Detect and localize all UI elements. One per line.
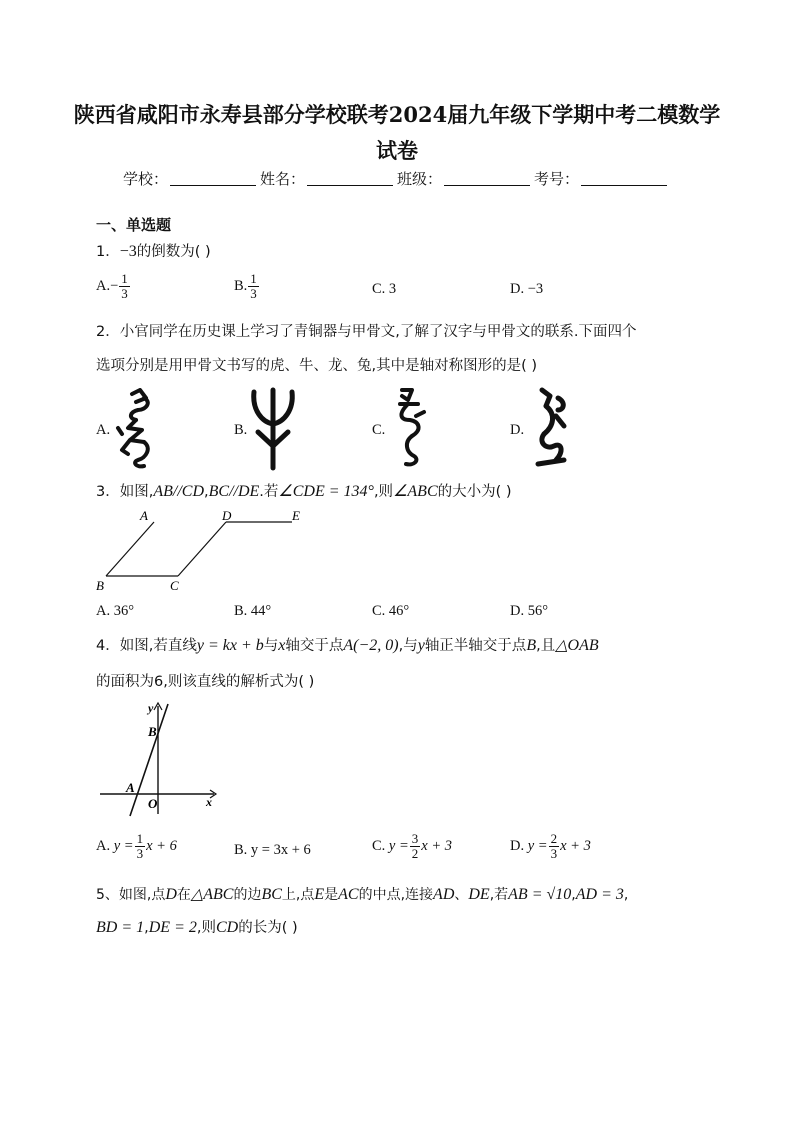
q5-text-m: 、 [454,887,469,903]
q1-option-b[interactable] [234,272,260,301]
q5-math-bc: BC [261,886,282,903]
q3-label-c: C [170,578,179,593]
q4-math-b: B [526,637,537,654]
question-5-line2 [96,916,298,937]
q3-text-i: 的大小为( ) [437,484,512,500]
q3-label-e: E [292,508,300,523]
q4-math-triangle: △OAB [555,637,599,654]
question-3-stem [96,480,512,501]
q5-text-q: , [571,887,576,903]
exam-title-line1: 陕西省咸阳市永寿县部分学校联考2024届九年级下学期中考二模数学 [73,102,721,127]
q5-math-d: D [165,886,177,903]
q4-option-c-pre: y = [388,837,409,854]
q3-label-a: A [140,508,148,523]
q4-text-i: 轴正半轴交于点 [424,638,527,654]
class-blank[interactable] [444,171,530,186]
q1-option-d[interactable]: D. −3 [510,281,544,297]
q3-segment-cd [178,522,226,576]
q4-text-c: 与 [263,638,279,654]
q4-option-d-fraction [549,832,560,861]
q1-option-a-fraction [119,272,130,301]
q5-text-s: , [623,887,629,903]
q3-text-g: ,则 [373,484,394,500]
q5-math-de-value: DE = 2 [148,919,197,936]
exam-title-line2: 试卷 [376,138,418,163]
q5-text-a: 5、如图,点 [96,887,166,903]
q1-b-denominator: 3 [250,286,257,301]
q5-text-o: ,若 [489,887,509,903]
q4-option-b[interactable]: B. y = 3x + 6 [234,842,311,858]
q4-label-b: B [148,724,157,739]
q4-option-a-label: A. [96,837,111,854]
q3-math-angle-cde: ∠CDE = 134° [278,483,374,500]
q3-option-d[interactable]: D. 56° [510,603,549,619]
q1-value-text: −3 [119,243,137,260]
q1-option-a-label: A. [96,277,111,294]
q1-option-b-fraction [248,272,259,301]
q4-option-c[interactable] [372,832,452,861]
q4-option-d-post: x + 3 [560,837,591,854]
q4-option-c-label: C. [372,837,386,854]
q3-text-c: , [204,484,209,500]
q1-option-a-sign: − [110,277,119,294]
q3-option-b[interactable]: B. 44° [234,603,272,619]
q4-text-k: ,且 [536,638,556,654]
q3-math-angle-abc: ∠ABC [393,483,438,500]
q4-option-a-pre: y = [113,837,134,854]
q5-text-g: 上,点 [281,887,315,903]
q1-option-a[interactable] [96,272,131,301]
q2-option-a-label[interactable]: A. [96,422,111,438]
q5-math-bd: BD = 1 [96,919,145,936]
q1-a-numerator: 1 [121,271,128,286]
question-1-stem [96,240,211,261]
question-4-line1 [96,634,599,655]
q1-option-c[interactable]: C. 3 [372,281,397,297]
q1-b-numerator: 1 [250,271,257,286]
q4-a-denominator: 3 [136,846,144,861]
q4-label-y: y [148,701,154,715]
q4-label-o: O [148,796,158,811]
q3-text-e: .若 [259,484,279,500]
q4-option-c-post: x + 3 [421,837,453,854]
q5-text-c: 在 [176,887,191,903]
q2-option-d-label[interactable]: D. [510,422,525,438]
q5-math-ac: AC [338,886,359,903]
oracle-tiger-glyph [114,388,160,470]
q4-c-denominator: 2 [411,846,419,861]
q3-math-ab-cd: AB//CD [153,483,205,500]
oracle-dragon-glyph [392,386,430,470]
q5-math-triangle: △ABC [190,886,234,903]
q4-a-numerator: 1 [136,831,144,846]
q4-option-d-label: D. [510,837,525,854]
section-heading: 一、单选题 [96,216,172,234]
q4-d-denominator: 3 [550,846,558,861]
q5-text-comma: , [144,920,149,936]
q4-label-a: A [126,780,135,795]
number-blank[interactable] [581,171,667,186]
q3-text-a: 3．如图, [96,484,154,500]
q2-option-c-label[interactable]: C. [372,422,386,438]
q3-option-c[interactable]: C. 46° [372,603,410,619]
q4-text-e: 轴交于点 [285,638,344,654]
q5-math-cd: CD [215,919,239,936]
name-label: 姓名： [259,170,305,188]
q4-option-a-fraction [135,832,146,861]
q4-math-y: y [417,637,425,654]
student-info-line [0,168,794,189]
q5-text-e: 的边 [233,887,262,903]
q4-label-x: x [206,795,212,809]
q2-option-b-label[interactable]: B. [234,422,248,438]
q1-value [120,244,137,260]
q4-d-numerator: 2 [550,831,558,846]
q5-text-then: ,则 [196,920,216,936]
q4-option-a-post: x + 6 [146,837,177,854]
q5-math-ad: AD [433,886,455,903]
q4-math-x: x [278,637,286,654]
q1-text: 的倒数为( ) [136,244,211,260]
q5-text-i: 是 [324,887,339,903]
question-2-line2: 选项分别是用甲骨文书写的虎、牛、龙、兔,其中是轴对称图形的是( ) [96,358,538,374]
question-4-line2: 的面积为6,则该直线的解析式为( ) [96,674,315,690]
q5-math-ab: AB = √10 [508,886,572,903]
q3-label-d: D [222,508,232,523]
q4-math-point-a: A(−2, 0) [343,637,399,654]
school-blank[interactable] [170,171,256,186]
question-2-line1: 2．小官同学在历史课上学习了青铜器与甲骨文,了解了汉字与甲骨文的联系.下面四个 [96,324,637,340]
q5-math-e: E [314,886,325,903]
q1-option-b-label: B. [234,277,248,294]
q3-parallel-lines-figure [94,506,314,596]
number-label: 考号： [534,170,580,188]
oracle-ox-glyph [248,386,298,472]
class-label: 班级： [397,170,443,188]
school-label: 学校： [122,170,168,188]
q5-math-ad-value: AD = 3 [575,886,624,903]
q4-text-g: ,与 [398,638,418,654]
name-blank[interactable] [307,171,393,186]
q4-math-line: y = kx + b [196,637,264,654]
q3-segment-ab [106,522,154,576]
q3-option-a[interactable]: A. 36° [96,603,135,619]
q3-label-b: B [96,578,104,593]
q5-math-de: DE [468,886,490,903]
q4-coordinate-figure [96,698,224,820]
question-5-line1 [96,884,628,904]
q4-c-numerator: 3 [411,831,419,846]
q4-option-c-fraction [410,832,421,861]
q4-text-a: 4．如图,若直线 [96,638,197,654]
q1-number: 1． [96,244,120,260]
q4-option-a[interactable] [96,832,177,861]
q1-a-denominator: 3 [121,286,128,301]
oracle-rabbit-glyph [528,386,574,472]
q4-option-d[interactable] [510,832,591,861]
q5-text-k: 的中点,连接 [358,887,434,903]
q3-math-bc-de: BC//DE [208,483,260,500]
q4-option-d-pre: y = [527,837,548,854]
q5-text-end: 的长为( ) [238,920,298,936]
